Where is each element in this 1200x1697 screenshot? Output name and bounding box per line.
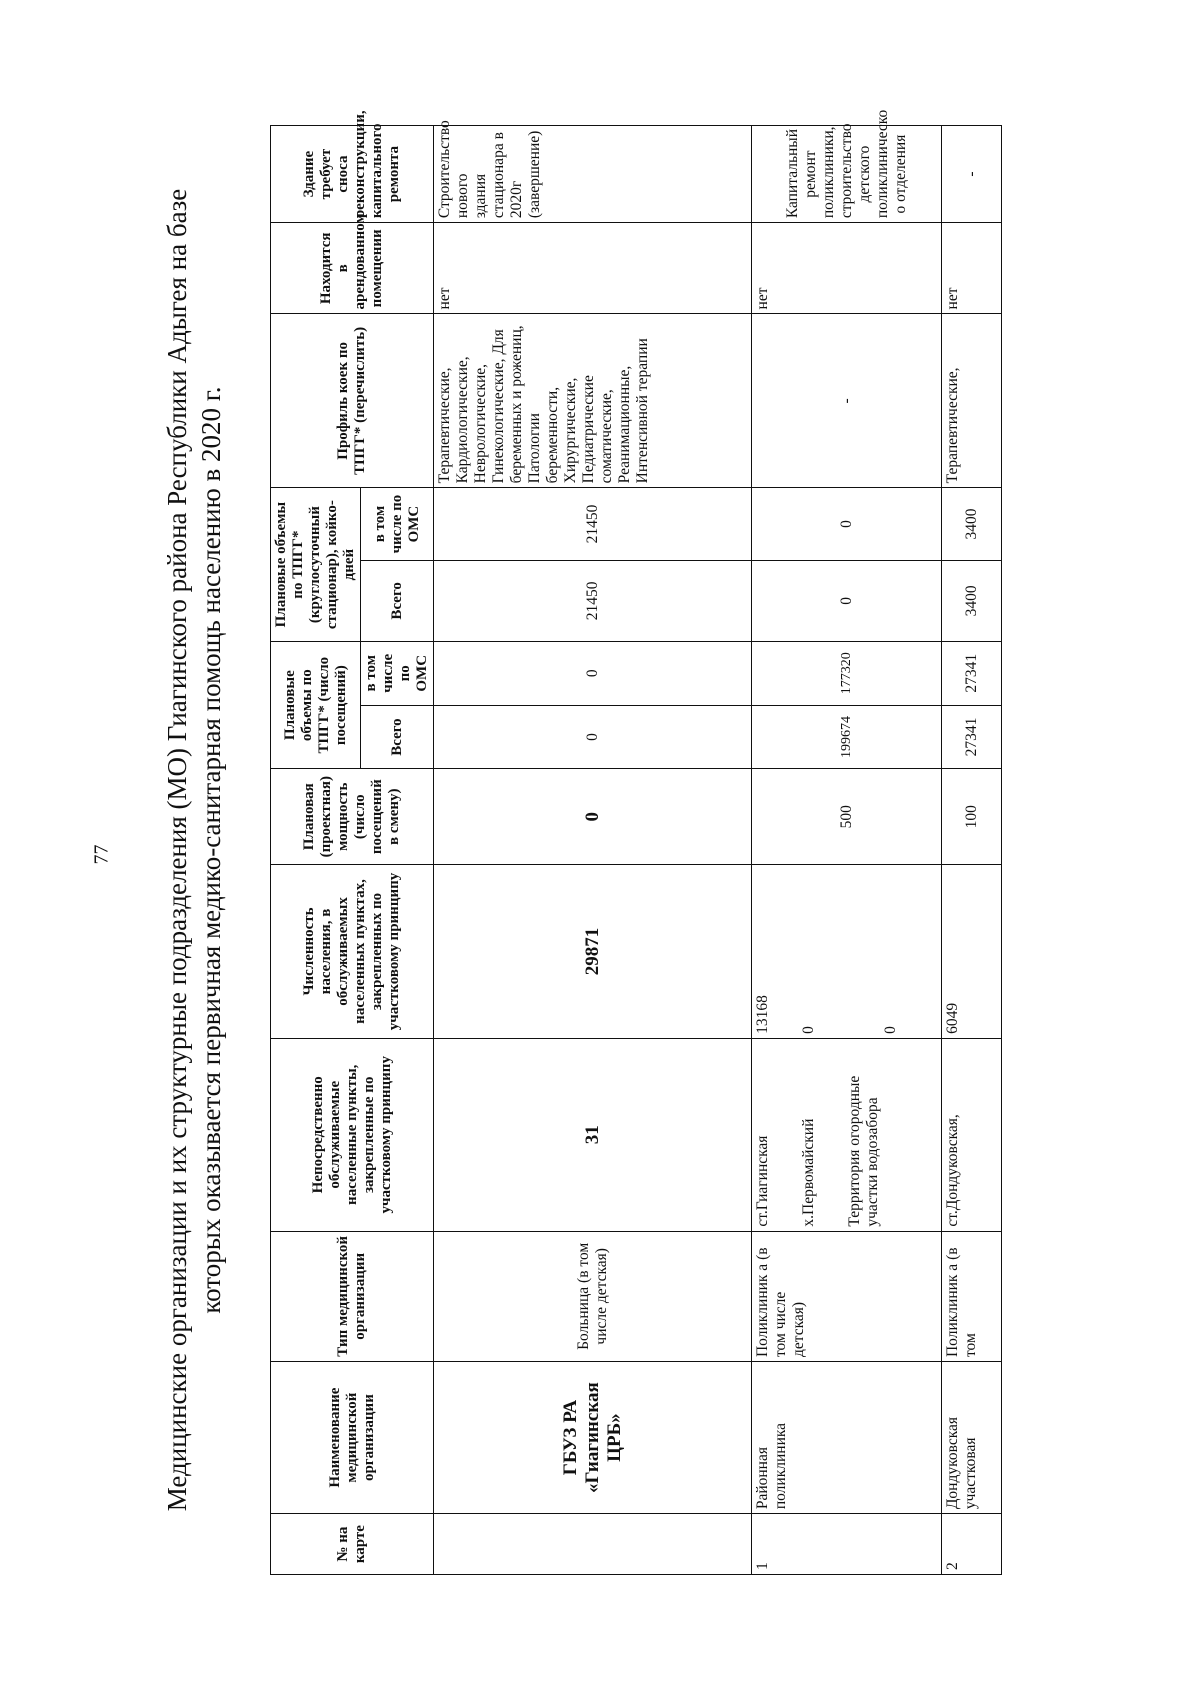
cell-beds-total: 0 <box>752 560 942 641</box>
population-item: 0 <box>882 1026 899 1034</box>
cell-name: ГБУЗ РА «Гиагинская ЦРБ» <box>434 1362 752 1514</box>
cell-num: 1 <box>752 1514 942 1575</box>
population-item: 0 <box>800 1026 817 1034</box>
cell-capacity: 500 <box>752 769 942 865</box>
cell-visits-total: 27341 <box>942 705 1002 769</box>
page-number: 77 <box>90 844 113 865</box>
header-settlements: Непосредственно обслуживаемые населенные пункты, закрепленные по участковому принципу <box>271 1038 434 1231</box>
cell-settlements: ст.Дондуковская, <box>942 1038 1002 1231</box>
cell-population: 6049 <box>942 865 1002 1039</box>
cell-beds-oms: 3400 <box>942 488 1002 560</box>
header-repair: Здание требует сноса реконструкции, капитального ремонта <box>271 126 434 223</box>
cell-beds-total: 21450 <box>434 560 752 641</box>
cell-type: Поликлиник а (в том <box>942 1231 1002 1361</box>
cell-name: Дондуковская участковая <box>942 1362 1002 1514</box>
cell-capacity: 100 <box>942 769 1002 865</box>
document-title <box>160 125 270 1575</box>
header-profile: Профиль коек по ТПГГ* (перечислить) <box>271 314 434 488</box>
cell-settlements: 31 <box>434 1038 752 1231</box>
header-beds-total: Всего <box>361 560 434 641</box>
table-row <box>434 126 752 1575</box>
header-row-1 <box>271 126 361 1575</box>
cell-population: 29871 <box>434 865 752 1039</box>
settlement-item: х.Первомайский <box>800 1118 817 1227</box>
cell-beds-oms: 21450 <box>434 488 752 560</box>
cell-rented: нет <box>752 223 942 314</box>
cell-type: Поликлиник а (в том числе детская) <box>752 1231 942 1361</box>
cell-repair: - <box>942 126 1002 223</box>
cell-settlements <box>752 1038 942 1231</box>
cell-profile: Терапевтические, <box>942 314 1002 488</box>
cell-profile: Терапевтические, Кардиологические, Неврологические, Гинекологические, Для беременных и рожениц, Патологии беременности, Хирургические, Педиатрические соматические, Реанимационные, Интенсивной терапии <box>434 314 752 488</box>
cell-beds-total: 3400 <box>942 560 1002 641</box>
title-line-1: Медицинские организации и их структурные подразделения (МО) Гиагинского района Республики Адыгея на базе <box>162 188 192 1512</box>
cell-num <box>434 1514 752 1575</box>
cell-population <box>752 865 942 1039</box>
cell-beds-oms: 0 <box>752 488 942 560</box>
header-num: № на карте <box>271 1514 434 1575</box>
cell-repair: Капитальный ремонт поликлиники, строительство детского поликлиническо о отделения <box>752 126 942 223</box>
cell-visits-total: 199674 <box>752 705 942 769</box>
cell-rented: нет <box>942 223 1002 314</box>
cell-capacity: 0 <box>434 769 752 865</box>
cell-name: Районная поликлиника <box>752 1362 942 1514</box>
cell-type: Больница (в том числе детская) <box>434 1231 752 1361</box>
cell-profile: - <box>752 314 942 488</box>
cell-visits-oms: 0 <box>434 641 752 705</box>
header-visits-oms: в том числе по ОМС <box>361 641 434 705</box>
header-beds-group: Плановые объемы по ТПГГ* (круглосуточный стационар), койко-дней <box>271 488 361 642</box>
cell-num: 2 <box>942 1514 1002 1575</box>
table-row <box>752 126 942 1575</box>
table-row <box>942 126 1002 1575</box>
population-item: 13168 <box>754 995 771 1034</box>
header-name: Наименование медицинской организации <box>271 1362 434 1514</box>
header-visits-total: Всего <box>361 705 434 769</box>
cell-visits-oms: 27341 <box>942 641 1002 705</box>
cell-visits-total: 0 <box>434 705 752 769</box>
header-capacity: Плановая (проектная) мощность (число посещений в смену) <box>271 769 434 865</box>
settlement-item: Территория огородные участки водозабора <box>846 1075 881 1227</box>
header-visits-group: Плановые объемы по ТПГГ* (число посещений) <box>271 641 361 769</box>
header-type: Тип медицинской организации <box>271 1231 434 1361</box>
cell-repair: Строительство нового здания стационара в 2020г (завершение) <box>434 126 752 223</box>
cell-rented: нет <box>434 223 752 314</box>
header-beds-oms: в том числе по ОМС <box>361 488 434 560</box>
organizations-table <box>270 109 1002 1575</box>
rotated-page-content <box>160 109 1040 1575</box>
header-population: Численность населения, в обслуживаемых населенных пунктах, закрепленных по участковому принципу <box>271 865 434 1039</box>
settlement-item: ст.Гиагинская <box>754 1135 771 1227</box>
cell-visits-oms: 177320 <box>752 641 942 705</box>
title-line-2: которых оказывается первичная медико-санитарная помощь населению в 2020 г. <box>196 386 226 1314</box>
header-rented: Находится в арендованном помещении <box>271 223 434 314</box>
